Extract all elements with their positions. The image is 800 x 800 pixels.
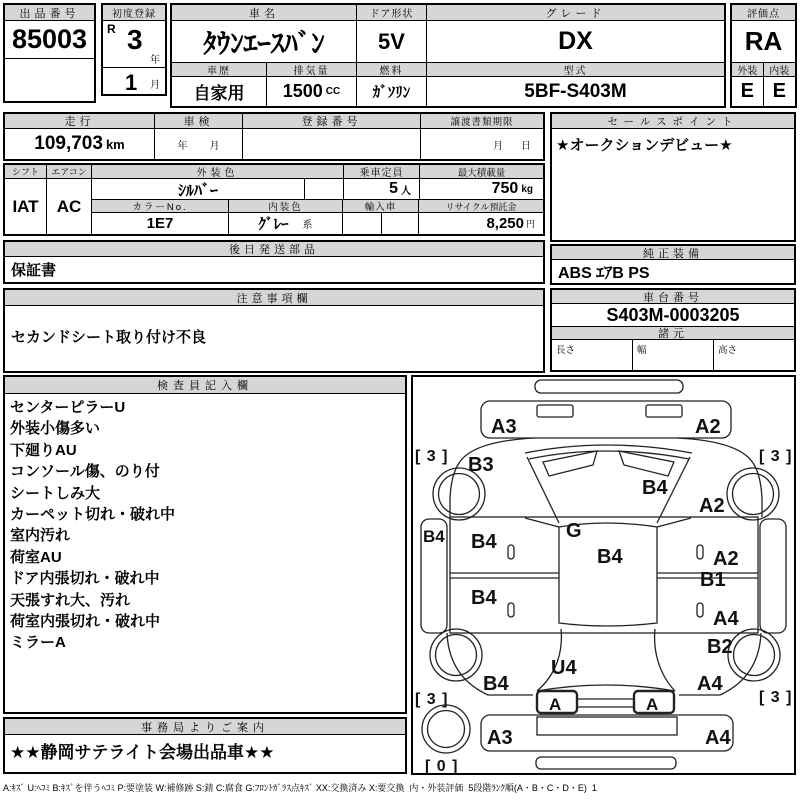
rocker-right [760,519,786,633]
month-unit: 月 [150,80,160,91]
chassis-number: S403M-0003205 [552,304,794,327]
damage-label: A [549,695,562,714]
fuel-label: 燃料 [357,63,426,77]
damage-label: B4 [642,477,668,499]
notes-box [3,288,545,373]
auction-number-box [3,3,96,103]
damage-label: A [646,695,659,714]
spare-tire-grade: [ 0 ] [425,758,459,773]
cowl-line [525,445,692,453]
damage-label: A2 [699,495,725,517]
damage-label: B4 [471,531,497,553]
inspector-box [3,375,407,714]
wheel-rear-right-inner [734,635,775,676]
inspector-line: 天張すれ大、汚れ [10,591,131,609]
front-strip [535,380,683,393]
damage-label: B4 [483,673,509,695]
oem-equipment-box [550,244,796,285]
displacement-value: 1500 [282,81,323,101]
model-code-label: 型式 [427,63,724,77]
oem-equipment-text: ABS ｴｱB PS [558,265,650,282]
later-parts-box [3,240,545,284]
office-notice-label: 事務局よりご案内 [5,719,405,735]
later-parts-text: 保証書 [11,262,57,279]
exterior-color-value: ｼﾙﾊﾞｰ [92,179,305,199]
fuel-value: ｶﾞｿﾘﾝ [372,84,411,101]
spec-label: 諸元 [552,327,794,340]
office-notice-text: ★★静岡サテライト会場出品車★★ [10,743,275,762]
sales-point-text: ★オークションデビュー★ [556,137,733,154]
mileage-row [3,112,545,161]
damage-label: B4 [597,546,623,568]
headlight-right [646,405,682,417]
inspector-line: 下廻りAU [10,441,77,459]
door-handle-rear-right [697,603,703,617]
headlight-left [537,405,573,417]
spare-tire-shape [422,705,470,753]
car-diagram [413,377,794,773]
wheel-front-right [727,468,779,520]
first-reg-year: 3 [127,24,143,55]
grade-value: DX [427,21,724,63]
rear-strip [536,757,676,769]
interior-color-label: 内装色 [229,200,343,213]
max-load-unit: kg [521,183,533,195]
door-label: ドア形状 [357,5,426,21]
capacity-value: 5 [389,180,398,197]
damage-label: B4 [471,587,497,609]
interior-label: 内装 [764,63,796,77]
tailgate-lines [577,699,634,707]
wheel-front-right-inner [733,474,774,515]
damage-label: A3 [491,416,517,438]
aircon-label: エアコン [47,165,91,179]
rating-box [730,3,797,108]
interior-grade: E [772,80,786,102]
recycle-fee-value: 8,250 [486,215,524,232]
exterior-color-label: 外装色 [92,165,344,179]
auction-number-empty [5,59,94,101]
import-value-right [382,213,418,234]
recycle-label: リサイクル預託金 [419,200,543,213]
interior-color-suffix: 系 [302,220,313,231]
damage-label: G [566,520,582,542]
first-reg-month: 1 [125,70,138,95]
tire-grade-rear-left: [ 3 ] [415,691,449,708]
capacity-unit: 人 [401,185,411,197]
transfer-month-unit: 月 [493,140,503,152]
windshield-left-edge [527,457,559,523]
color-no-label: カラーNo. [92,200,229,213]
inspection-month-unit: 月 [209,140,220,152]
later-parts-label: 後日発送部品 [5,242,543,257]
auction-number-value: 85003 [5,21,94,59]
inspector-line: 室内汚れ [10,527,71,545]
exterior-color-extra [305,179,344,199]
mileage-label: 走行 [5,114,154,129]
exterior-grade: E [732,77,764,106]
import-label: 輸入車 [343,200,419,213]
wheel-rear-right [728,629,780,681]
year-unit: 年 [150,55,160,66]
notes-label: 注意事項欄 [5,290,543,306]
inspector-label: 検査員記入欄 [5,377,405,394]
tire-grade-front-left: [ 3 ] [415,448,449,465]
tire-grade-front-right: [ 3 ] [759,448,793,465]
damage-label: B2 [707,636,733,658]
inspector-line: 荷室内張切れ・破れ中 [10,613,161,631]
damage-label: B4 [423,527,445,546]
auction-number-label: 出品番号 [5,5,94,21]
rating-value: RA [732,21,795,63]
spec-width-label: 幅 [633,340,714,370]
era-value: R [107,22,116,36]
inspection-year-unit: 年 [177,140,188,152]
inspection-label: 車検 [155,114,242,129]
inspector-line: 荷室AU [10,548,62,566]
inspector-line: センターピラーU [10,399,126,416]
damage-label: A2 [695,416,721,438]
inspector-line: ドア内張切れ・破れ中 [10,570,160,588]
front-bumper [481,401,731,438]
spare-tire-inner [428,711,465,748]
spec-length-label: 長さ [552,340,633,370]
mileage-unit: km [105,136,125,152]
damage-diagram-box [411,375,796,775]
car-name-value: ﾀｳﾝｴｰｽﾊﾞﾝ [172,21,356,63]
damage-label: B1 [700,569,726,591]
history-label: 車歴 [172,63,266,77]
shift-label: シフト [5,165,46,179]
inspector-line: シートしみ大 [10,484,101,502]
door-handle-front-right [697,545,703,559]
displacement-unit: CC [325,86,341,97]
door-handle-front-left [508,545,514,559]
displacement-label: 排気量 [267,63,356,77]
inspector-line: 外装小傷多い [10,420,101,438]
history-value: 自家用 [193,84,245,103]
wheel-rear-left-inner [436,635,477,676]
transfer-day-unit: 日 [521,140,531,152]
damage-label: B3 [468,454,494,476]
chassis-box [550,288,796,372]
transfer-deadline-label: 譲渡書類期限 [421,114,543,129]
interior-color-value: ｸﾞﾚｰ [258,216,289,233]
max-load-label: 最大積載量 [420,165,543,179]
damage-label: A4 [705,727,731,749]
inspector-line: カーペット切れ・破れ中 [10,506,176,524]
max-load-value: 750 [491,180,519,197]
damage-label: A3 [487,727,513,749]
first-registration-label: 初度登録 [103,5,165,21]
registration-number-label: 登録番号 [243,114,420,129]
door-value: 5V [357,21,426,63]
registration-number-value [243,129,420,159]
sales-point-label: セールスポイント [552,114,794,129]
door-handle-rear-left [508,603,514,617]
damage-label: A2 [713,548,739,570]
recycle-unit: 円 [525,219,535,229]
notes-text: セカンドシート取り付け不良 [11,329,207,346]
spec-height-label: 高さ [718,345,738,356]
inspector-line: コンソール傷、のり付 [10,463,160,481]
model-code-value: 5BF-S403M [524,80,627,102]
sales-point-box [550,112,796,242]
first-registration-box [101,3,167,96]
fender-front-left-line [450,438,535,517]
rear-window-right [655,629,675,691]
color-no-value: 1E7 [92,213,229,234]
damage-label: A4 [697,673,723,695]
import-value-left [343,213,382,234]
office-notice-box [3,717,407,774]
wheel-rear-left [430,629,482,681]
oem-equipment-label: 純正装備 [552,246,794,260]
wheel-front-left-inner [439,474,480,515]
legend-text: A:ｷｽﾞ U:ﾍｺﾐ B:ｷｽﾞを伴うﾍｺﾐ P:要塗装 W:補修跡 S:錆 C:腐食 G:ﾌﾛﾝﾄｶﾞﾗｽ点ｷｽﾞ XX:交換済み X:要交換 内・外装評価 5段階ﾗﾝｸ順(A・B・C・D・E) 1 [3,783,597,793]
aircon-value: AC [56,196,82,216]
tire-grade-rear-right: [ 3 ] [759,689,793,706]
exterior-label: 外装 [732,63,764,77]
car-name-label: 車名 [172,5,356,21]
shift-value: IAT [12,196,39,216]
grade-label: グレード [427,5,724,21]
rating-label: 評価点 [732,5,795,21]
rear-bumper [481,715,733,751]
mileage-value: 109,703 [34,133,103,154]
chassis-label: 車台番号 [552,290,794,304]
damage-label: A4 [713,608,739,630]
vehicle-info-box [170,3,726,108]
tailgate-panel [537,717,677,735]
capacity-label: 乗車定員 [344,165,420,179]
damage-label: U4 [551,657,577,679]
inspector-line: ミラーA [10,634,66,652]
cowl-line2 [529,451,689,459]
equipment-grid [3,163,545,236]
